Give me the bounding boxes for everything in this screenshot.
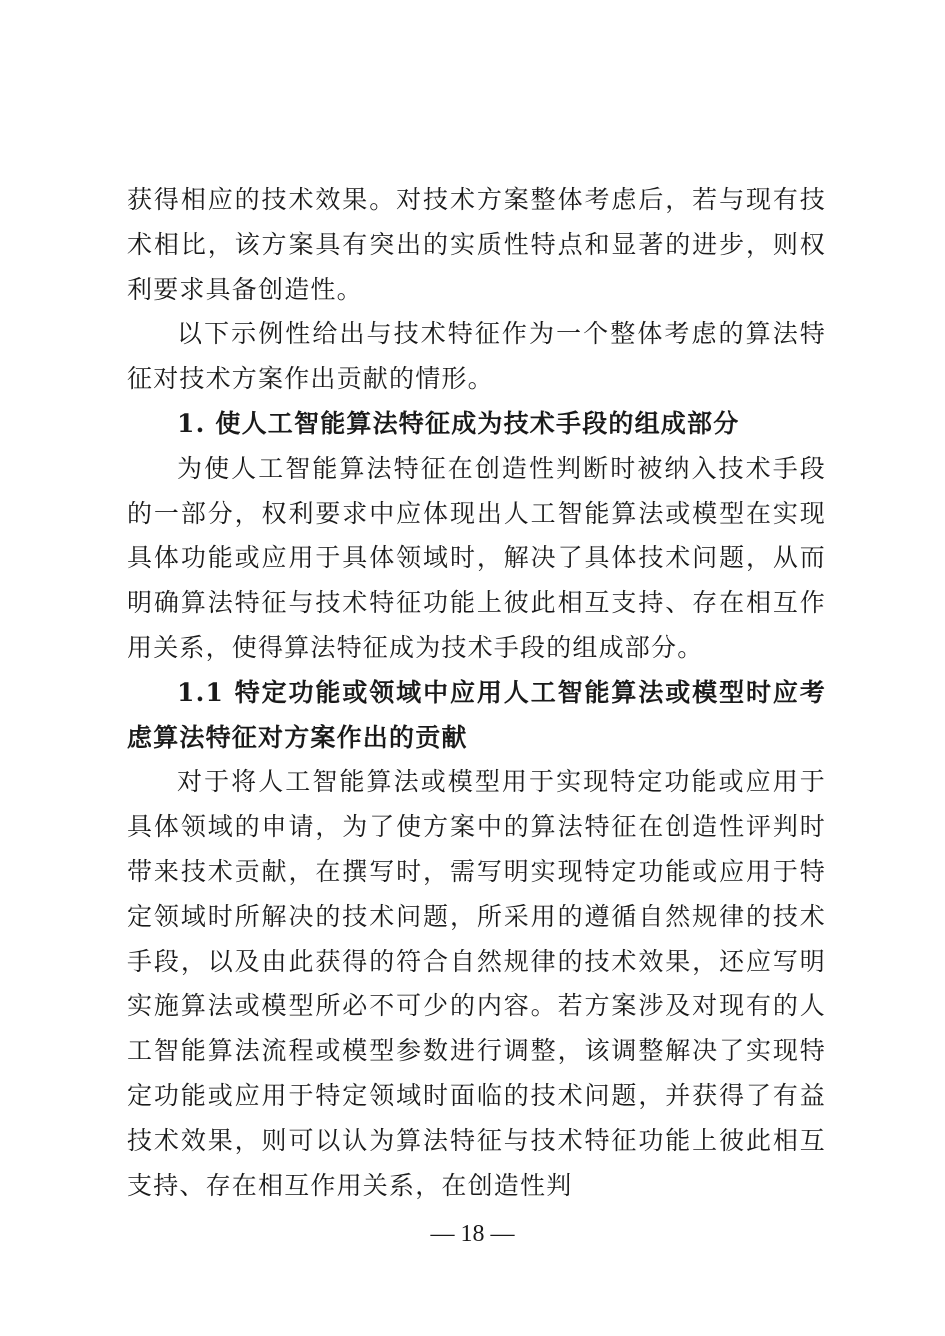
paragraph-section-1-1: 对于将人工智能算法或模型用于实现特定功能或应用于具体领域的申请，为了使方案中的算法特征在创造性评判时带来技术贡献，在撰写时，需写明实现特定功能或应用于特定领域时所解决的技术问题，所采用的遵循自然规律的技术手段，以及由此获得的符合自然规律的技术效果，还应写明实施算法或模型所必不可少的内容。若方案涉及对现有的人工智能算法流程或模型参数进行调整，该调整解决了实现特定功能或应用于特定领域时面临的技术问题，并获得了有益技术效果，则可以认为算法特征与技术特征功能上彼此相互支持、存在相互作用关系，在创造性判 (127, 767, 826, 1200)
paragraph-continuation: 获得相应的技术效果。对技术方案整体考虑后，若与现有技术相比，该方案具有突出的实质性特点和显著的进步，则权利要求具备创造性。 (127, 185, 826, 304)
page-number: — 18 — (430, 1221, 515, 1247)
page-body (127, 178, 826, 1208)
paragraph-section-1: 为使人工智能算法特征在创造性判断时被纳入技术手段的一部分，权利要求中应体现出人工智能算法或模型在实现具体功能或应用于具体领域时，解决了具体技术问题，从而明确算法特征与技术特征功能上彼此相互支持、存在相互作用关系，使得算法特征成为技术手段的组成部分。 (127, 453, 826, 662)
section-heading-1: 1. 使人工智能算法特征成为技术手段的组成部分 (177, 408, 740, 438)
section-heading-1-1: 1.1 特定功能或领域中应用人工智能算法或模型时应考虑算法特征对方案作出的贡献 (127, 677, 826, 752)
paragraph-examples-intro: 以下示例性给出与技术特征作为一个整体考虑的算法特征对技术方案作出贡献的情形。 (127, 319, 826, 394)
